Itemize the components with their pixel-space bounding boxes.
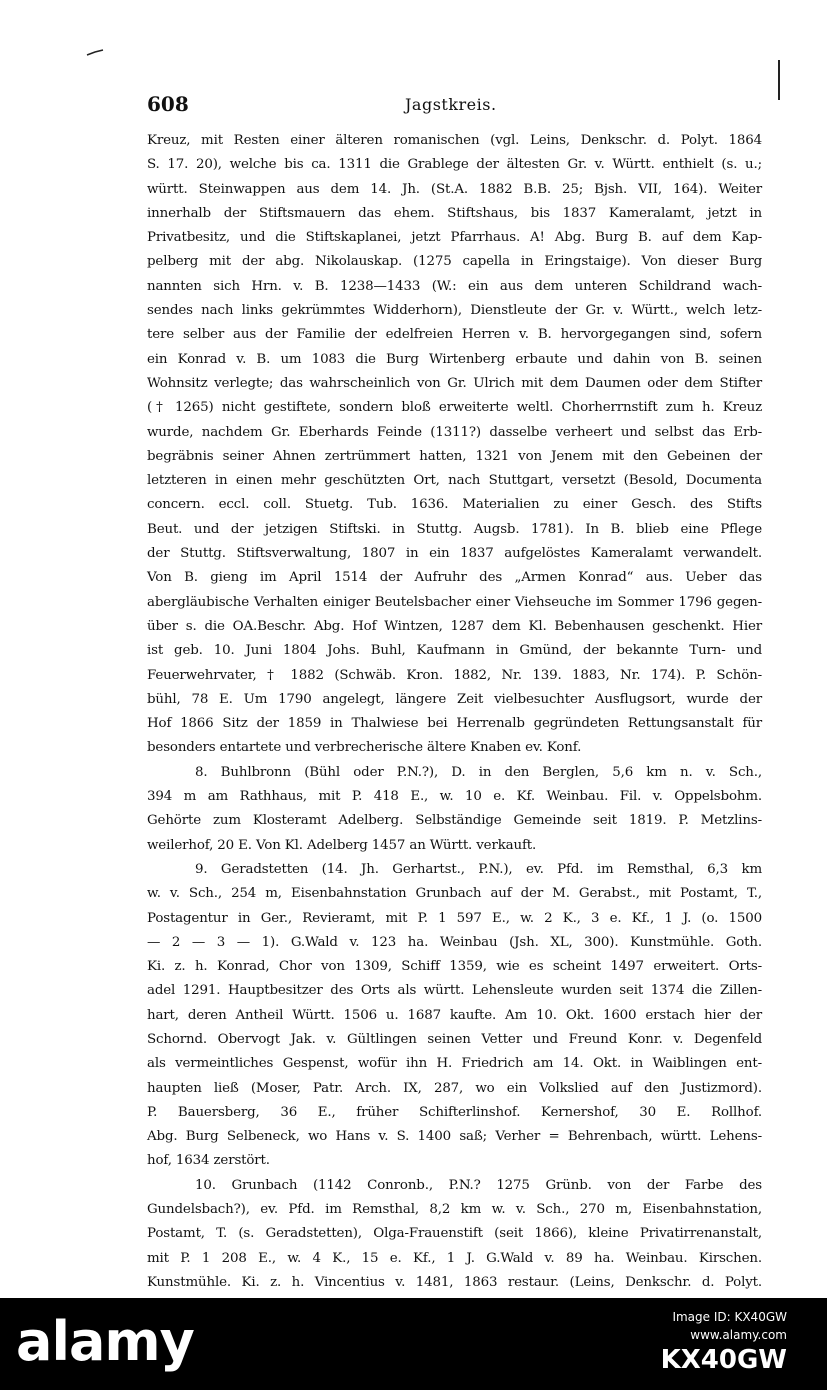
text-line: wurde, nachdem Gr. Eberhards Feinde (1311?) dasselbe verheert und selbst das Erb-: [147, 424, 762, 440]
scan-mark: [86, 50, 104, 56]
text-line: Hof 1866 Sitz der 1859 in Thalwiese bei Herrenalb gegründeten Rettungsanstalt für: [147, 716, 762, 732]
text-line: w. v. Sch., 254 m, Eisenbahnstation Grunbach auf der M. Gerabst., mit Postamt, T.,: [147, 886, 762, 902]
text-line: württ. Steinwappen aus dem 14. Jh. (St.A. 1882 B.B. 25; Bjsh. VII, 164). Weiter: [147, 181, 762, 197]
watermark-logo: alamy: [16, 1310, 194, 1373]
text-line: Wohnsitz verlegte; das wahrscheinlich von Gr. Ulrich mit dem Daumen oder dem Stifter: [147, 375, 762, 391]
text-line: sendes nach links gekrümmtes Widderhorn), Dienstleute der Gr. v. Württ., welch letz-: [147, 303, 762, 319]
text-line: Ki. z. h. Konrad, Chor von 1309, Schiff 1359, wie es scheint 1497 erweitert. Orts-: [147, 959, 762, 975]
image-id-label: Image ID: KX40GW: [672, 1310, 787, 1324]
text-line: Beut. und der jetzigen Stiftski. in Stuttg. Augsb. 1781). In B. blieb eine Pflege: [147, 521, 762, 537]
text-line: Schornd. Obervogt Jak. v. Gültlingen seinen Vetter und Freund Konr. v. Degenfeld: [147, 1031, 762, 1047]
text-line: († 1265) nicht gestiftete, sondern bloß erweiterte weltl. Chorherrnstift zum h. Kreuz: [147, 400, 762, 416]
body-text: [147, 129, 762, 1320]
text-line: Abg. Burg Selbeneck, wo Hans v. S. 1400 saß; Verher = Behrenbach, württ. Lehens-: [147, 1129, 762, 1145]
text-line: 394 m am Rathhaus, mit P. 418 E., w. 10 e. Kf. Weinbau. Fil. v. Oppelsbohm.: [147, 789, 762, 805]
text-line: Postagentur in Ger., Revieramt, mit P. 1 597 E., w. 2 K., 3 e. Kf., 1 J. (o. 1500: [147, 910, 762, 926]
text-line: concern. eccl. coll. Stuetg. Tub. 1636. Materialien zu einer Gesch. des Stifts: [147, 497, 762, 513]
text-line: tere selber aus der Familie der edelfreien Herren v. B. hervorgegangen sind, sofern: [147, 327, 762, 343]
text-line: 9. Geradstetten (14. Jh. Gerhartst., P.N.), ev. Pfd. im Remsthal, 6,3 km: [195, 861, 762, 877]
text-line: haupten ließ (Moser, Patr. Arch. IX, 287, wo ein Volkslied auf den Justizmord).: [147, 1080, 762, 1096]
text-line: Gehörte zum Klosteramt Adelberg. Selbständige Gemeinde seit 1819. P. Metzlins-: [147, 813, 762, 829]
text-line: abergläubische Verhalten einiger Beutelsbacher einer Viehseuche im Sommer 1796 gegen-: [147, 594, 762, 610]
watermark-footer: [0, 1298, 827, 1390]
page-number: 608: [147, 92, 189, 116]
image-code: KX40GW: [660, 1345, 787, 1375]
text-line: hof, 1634 zerstört.: [147, 1153, 270, 1169]
text-line: begräbnis seiner Ahnen zertrümmert hatten, 1321 von Jenem mit den Gebeinen der: [147, 448, 762, 464]
text-line: Privatbesitz, und die Stiftskaplanei, jetzt Pfarrhaus. A! Abg. Burg B. auf dem Kap-: [147, 230, 762, 246]
text-line: als vermeintliches Gespenst, wofür ihn H. Friedrich am 14. Okt. in Waiblingen ent-: [147, 1056, 762, 1072]
text-line: Gundelsbach?), ev. Pfd. im Remsthal, 8,2 km w. v. Sch., 270 m, Eisenbahnstation,: [147, 1202, 762, 1218]
running-head: Jagstkreis.: [405, 95, 497, 114]
text-line: mit P. 1 208 E., w. 4 K., 15 e. Kf., 1 J. G.Wald v. 89 ha. Weinbau. Kirschen.: [147, 1250, 762, 1266]
text-line: adel 1291. Hauptbesitzer des Orts als württ. Lehensleute wurden seit 1374 die Zillen-: [147, 983, 762, 999]
text-line: innerhalb der Stiftsmauern das ehem. Stiftshaus, bis 1837 Kameralamt, jetzt in: [147, 205, 762, 221]
text-line: 8. Buhlbronn (Bühl oder P.N.?), D. in den Berglen, 5,6 km n. v. Sch.,: [195, 764, 762, 780]
text-line: S. 17. 20), welche bis ca. 1311 die Grablege der ältesten Gr. v. Württ. enthielt (s. u.;: [147, 157, 762, 173]
scan-edge-line: [778, 60, 780, 100]
text-line: weilerhof, 20 E. Von Kl. Adelberg 1457 an Württ. verkauft.: [147, 837, 537, 853]
text-line: P. Bauersberg, 36 E., früher Schifterlinshof. Kernershof, 30 E. Rollhof.: [147, 1104, 762, 1120]
text-line: nannten sich Hrn. v. B. 1238—1433 (W.: ein aus dem unteren Schildrand wach-: [147, 278, 762, 294]
text-line: Feuerwehrvater, † 1882 (Schwäb. Kron. 1882, Nr. 139. 1883, Nr. 174). P. Schön-: [147, 667, 762, 683]
source-url: www.alamy.com: [690, 1328, 787, 1342]
text-line: besonders entartete und verbrecherische ältere Knaben ev. Konf.: [147, 740, 582, 756]
text-line: ist geb. 10. Juni 1804 Johs. Buhl, Kaufmann in Gmünd, der bekannte Turn- und: [147, 643, 762, 659]
text-line: Von B. gieng im April 1514 der Aufruhr des „Armen Konrad“ aus. Ueber das: [147, 570, 762, 586]
text-line: Kunstmühle. Ki. z. h. Vincentius v. 1481, 1863 restaur. (Leins, Denkschr. d. Polyt.: [147, 1274, 762, 1290]
text-line: letzteren in einen mehr geschützten Ort, nach Stuttgart, versetzt (Besold, Documenta: [147, 473, 762, 489]
text-line: 10. Grunbach (1142 Conronb., P.N.? 1275 Grünb. von der Farbe des: [195, 1177, 762, 1193]
text-line: der Stuttg. Stiftsverwaltung, 1807 in ein 1837 aufgelöstes Kameralamt verwandelt.: [147, 546, 762, 562]
text-line: — 2 — 3 — 1). G.Wald v. 123 ha. Weinbau (Jsh. XL, 300). Kunstmühle. Goth.: [147, 934, 762, 950]
text-line: Kreuz, mit Resten einer älteren romanischen (vgl. Leins, Denkschr. d. Polyt. 1864: [147, 133, 762, 148]
text-line: über s. die OA.Beschr. Abg. Hof Wintzen, 1287 dem Kl. Bebenhausen geschenkt. Hier: [147, 618, 762, 634]
text-line: bühl, 78 E. Um 1790 angelegt, längere Zeit vielbesuchter Ausflugsort, wurde der: [147, 691, 762, 707]
text-line: pelberg mit der abg. Nikolauskap. (1275 capella in Eringstaige). Von dieser Burg: [147, 254, 762, 270]
text-line: Postamt, T. (s. Geradstetten), Olga-Frauenstift (seit 1866), kleine Privatirrenanstalt,: [147, 1226, 762, 1242]
text-line: hart, deren Antheil Württ. 1506 u. 1687 kaufte. Am 10. Okt. 1600 erstach hier der: [147, 1007, 762, 1023]
text-line: ein Konrad v. B. um 1083 die Burg Wirtenberg erbaute und dahin von B. seinen: [147, 351, 762, 367]
